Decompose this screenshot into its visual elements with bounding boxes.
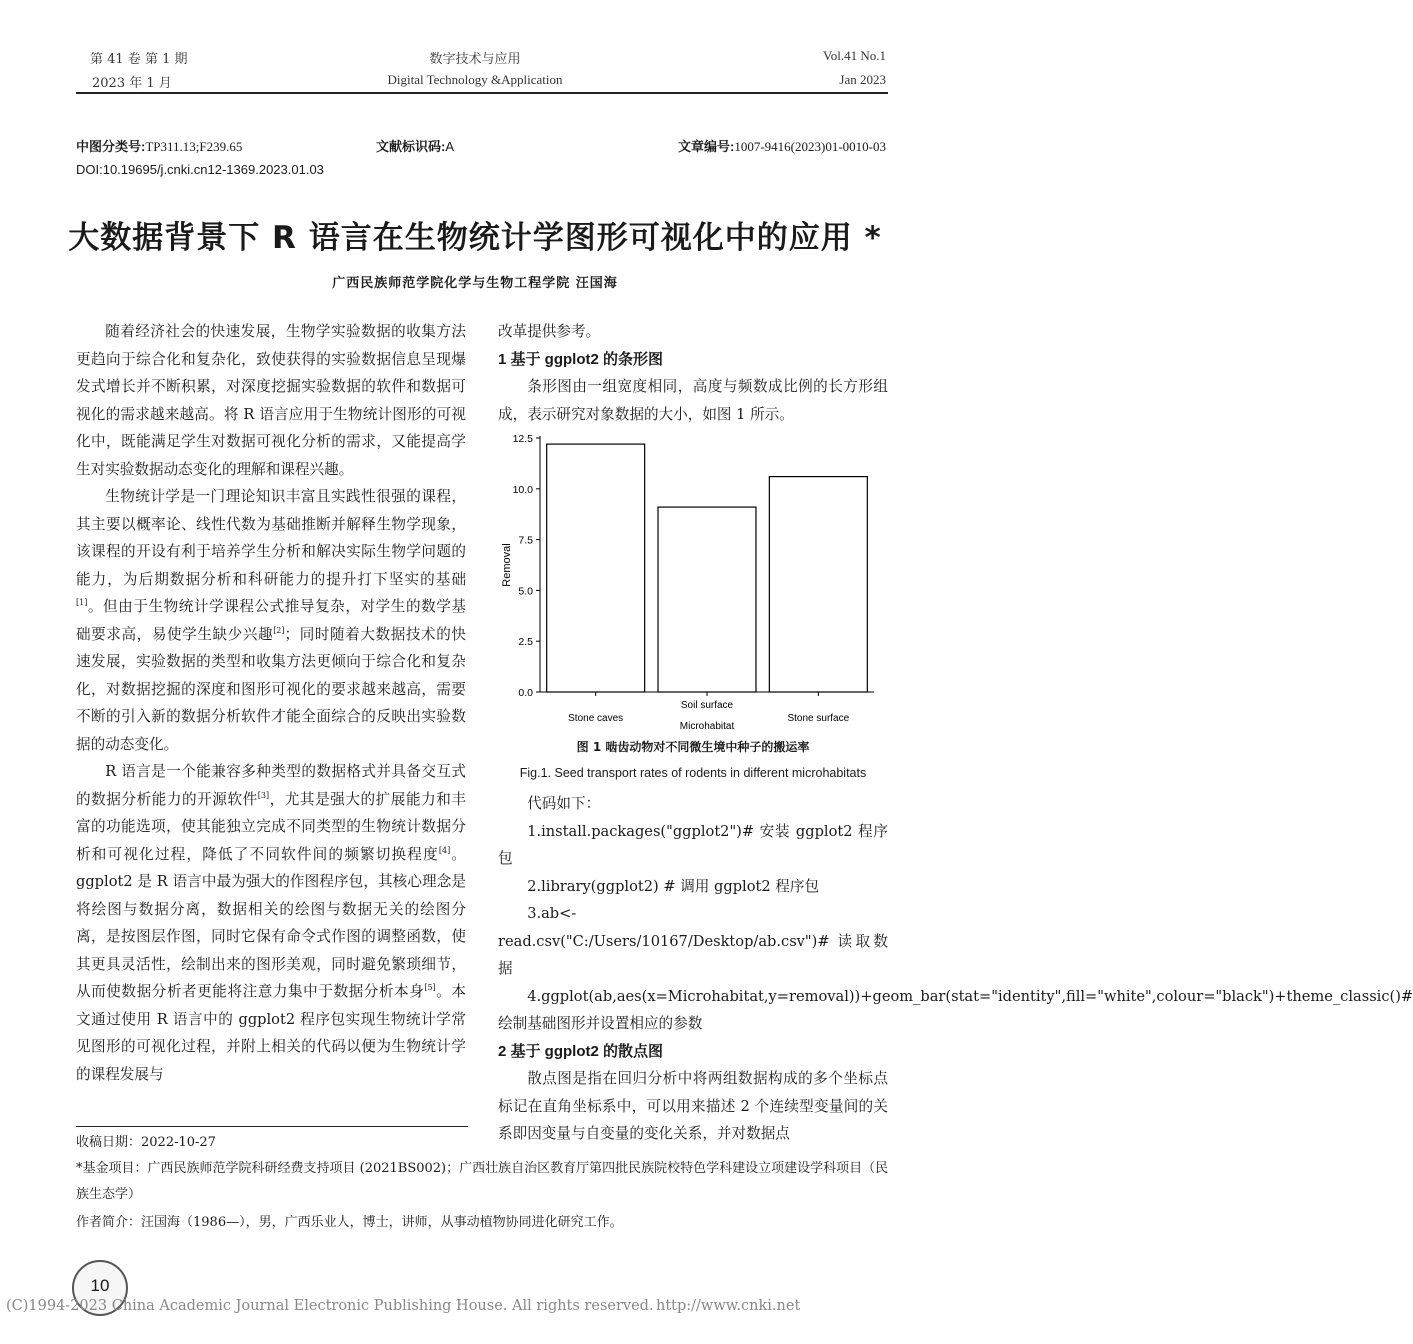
figure-caption-cn: 图 1 啮齿动物对不同微生境中种子的搬运率 [576, 740, 810, 754]
paragraph: 散点图是指在回归分析中将两组数据构成的多个坐标点标记在直角坐标系中，可以用来描述 2 个连续型变量间的关系即因变量与自变量的变化关系，并对数据点 [498, 1070, 888, 1142]
left-column [76, 318, 466, 1088]
article-value: 1007-9416(2023)01-0010-03 [734, 139, 886, 154]
y-tick-label: 7.5 [518, 534, 533, 547]
article-number [678, 136, 886, 155]
header-date-en: Jan 2023 [839, 72, 886, 87]
citation: [2] [273, 625, 285, 635]
document-code [376, 136, 454, 155]
article-title: 大数据背景下 R 语言在生物统计学图形可视化中的应用 * [68, 220, 882, 256]
section-heading-1: 1 基于 ggplot2 的条形图 [498, 350, 664, 368]
y-axis-label: Removal [501, 543, 513, 587]
paragraph [76, 758, 466, 1088]
received-date: 收稿日期：2022-10-27 [76, 1135, 216, 1150]
bar-stone-surface [769, 477, 867, 692]
code-line-1: 1.install.packages("ggplot2")# 安装 ggplot2 程序包 [498, 822, 888, 867]
bar-stone-caves [547, 444, 645, 692]
footer-url[interactable]: http://www.cnki.net [656, 1298, 801, 1314]
doi: DOI:10.19695/j.cnki.cn12-1369.2023.01.03 [76, 162, 324, 177]
right-column-top [498, 318, 888, 428]
text-run: 。但由于生物统计学课程公式推导复杂，对学生的数学基础要求高，易使学生缺少兴趣 [76, 598, 466, 643]
right-column-bottom [498, 790, 1413, 1148]
figure-caption-en: Fig.1. Seed transport rates of rodents in different microhabitats [519, 766, 867, 780]
doc-value: A [445, 139, 455, 154]
x-tick-label: Stone caves [568, 713, 624, 724]
code-line-4: 4.ggplot(ab,aes(x=Microhabitat,y=removal))+geom_bar(stat="identity",fill="white",colour="black")+theme_classic()# 绘制基础图形并设置相应的参数 [498, 987, 1413, 1032]
journal-name-en: Digital Technology &Application [387, 72, 563, 87]
footnote-rule [76, 1126, 468, 1127]
author-bio: 作者简介：汪国海（1986—），男，广西乐业人，博士，讲师，从事动植物协同进化研究工作。 [76, 1215, 623, 1230]
x-axis-label: Microhabitat [679, 721, 735, 732]
bar-soil-surface [658, 507, 756, 692]
code-line-2: 2.library(ggplot2) # 调用 ggplot2 程序包 [527, 877, 820, 895]
y-tick-label: 2.5 [518, 636, 533, 649]
citation: [1] [76, 598, 88, 608]
y-tick-label: 10.0 [512, 483, 533, 496]
x-tick-labels [568, 692, 849, 724]
citation: [4] [438, 845, 451, 855]
bar-chart [496, 430, 880, 736]
author-affiliation: 广西民族师范学院化学与生物工程学院 汪国海 [332, 276, 618, 291]
text-run: 。ggplot2 是 R 语言中最为强大的作图程序包，其核心理念是将绘图与数据分离，数据相关的绘图与数据无关的绘图分离，是按图层作图，同时它保有命令式作图的调整函数，使其更具灵活性，绘制出来的图形美观，同时避免繁琐细节，从而使数据分析者更能将注意力集中于数据分析本身 [76, 845, 466, 1000]
header-vol-en: Vol.41 No.1 [823, 48, 886, 63]
journal-name-cn: 数字技术与应用 [429, 52, 521, 67]
paragraph: 条形图由一组宽度相同，高度与频数成比例的长方形组成，表示研究对象数据的大小，如图 1 所示。 [498, 378, 888, 423]
y-tick-label: 0.0 [518, 687, 533, 699]
y-ticks [513, 433, 540, 699]
section-heading-2: 2 基于 ggplot2 的散点图 [498, 1042, 664, 1060]
y-tick-label: 12.5 [512, 433, 533, 445]
clc-label: 中图分类号: [76, 139, 146, 154]
header-rule [76, 92, 888, 94]
text-run: 生物统计学是一门理论知识丰富且实践性很强的课程，其主要以概率论、线性代数为基础推断并解释生物学现象，该课程的开设有利于培养学生分析和解决实际生物学问题的能力，为后期数据分析和科研能力的提升打下坚实的基础 [76, 488, 466, 588]
paragraph [76, 483, 466, 758]
paragraph: 改革提供参考。 [498, 323, 601, 340]
clc-number [76, 136, 242, 155]
y-tick-label: 5.0 [518, 585, 533, 598]
text-run: 。本文通过使用 R 语言中的 ggplot2 程序包实现生物统计学常见图形的可视化过程，并附上相关的代码以便为生物统计学的课程发展与 [76, 983, 466, 1083]
text-run: ，尤其是强大的扩展能力和丰富的功能选项，使其能独立完成不同类型的生物统计数据分析和可视化过程，降低了不同软件间的频繁切换程度 [76, 790, 466, 863]
x-tick-label: Soil surface [680, 700, 734, 711]
page-number: 10 [90, 1276, 110, 1295]
text-run: R 语言是一个能兼容多种类型的数据格式并具备交互式的数据分析能力的开源软件 [76, 763, 466, 808]
code-intro: 代码如下： [527, 795, 601, 812]
doc-label: 文献标识码: [376, 139, 446, 154]
header-date: 2023 年 1 月 [92, 76, 172, 91]
article-label: 文章编号: [678, 139, 735, 154]
copyright-notice: (C)1994-2023 China Academic Journal Electronic Publishing House. All rights reserved. [6, 1298, 654, 1314]
clc-value: TP311.13;F239.65 [145, 139, 243, 154]
paragraph: 随着经济社会的快速发展，生物学实验数据的收集方法更趋向于综合化和复杂化，致使获得的实验数据信息呈现爆发式增长并不断积累，对深度挖掘实验数据的软件和数据可视化的需求越来越高。将 R 语言应用于生物统计图形的可视化中，既能满足学生对数据可视化分析的需求，又能提高学生对实验数据动态变化的理解和课程兴趣。 [76, 323, 466, 478]
code-line-3: 3.ab<-read.csv("C:/Users/10167/Desktop/ab.csv")# 读取数据 [498, 905, 888, 977]
text-run: ；同时随着大数据技术的快速发展，实验数据的类型和收集方法更倾向于综合化和复杂化，对数据挖掘的深度和图形可视化的要求越来越高，需要不断的引入新的数据分析软件才能全面综合的反映出实验数据的动态变化。 [76, 625, 466, 753]
bars [547, 444, 868, 692]
header-volume: 第 41 卷 第 1 期 [90, 52, 188, 67]
citation: [5] [424, 983, 436, 993]
citation: [3] [257, 790, 270, 800]
fund-note: *基金项目：广西民族师范学院科研经费支持项目 (2021BS002)；广西壮族自治区教育厅第四批民族院校特色学科建设立项建设学科项目（民族生态学） [76, 1161, 889, 1202]
x-tick-label: Stone surface [787, 713, 850, 724]
